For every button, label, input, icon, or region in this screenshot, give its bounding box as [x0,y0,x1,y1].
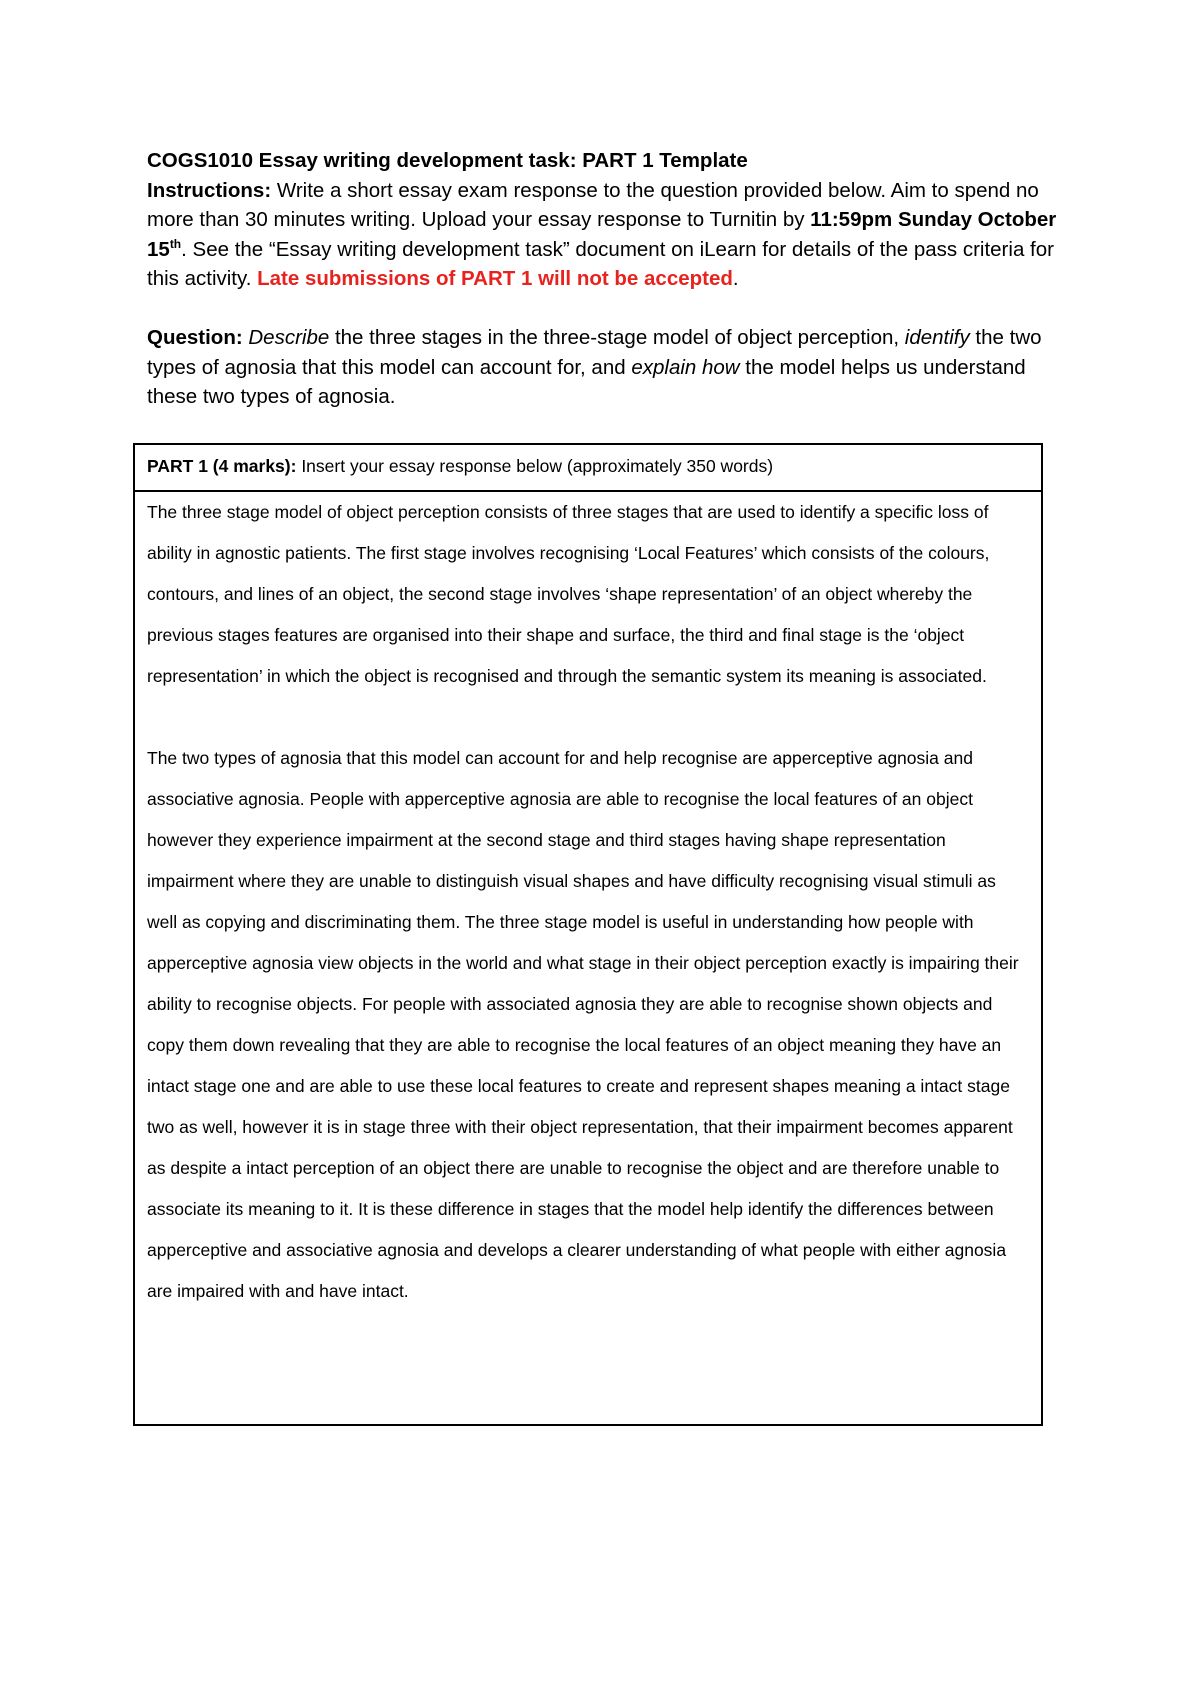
question-text-1: the three stages in the three-stage model of object perception, [329,326,905,349]
question-text-3: the model helps us understand these two types of agnosia. [147,355,1026,408]
question-paragraph [147,323,1067,412]
late-submission-notice: Late submissions of PART 1 will not be accepted [257,267,733,290]
question-text-2: the two types of agnosia that this model can account for, and [147,326,1042,379]
table-header-cell [135,445,1041,492]
question-verb-explain: explain how [631,355,740,379]
question-label: Question: [147,326,243,349]
essay-response-cell[interactable] [147,492,1027,1312]
instructions-text-1: Write a short essay exam response to the question provided below. Aim to spend no more than 30 minutes writing. Upload your essay response to Turnitin by [147,178,1039,231]
part-marks-label: PART 1 (4 marks): [147,456,297,476]
deadline-time: 11:59pm [810,208,893,231]
essay-paragraph-1: The three stage model of object perception consists of three stages that are used to identify a specific loss of ability in agnostic patients. The first stage involves recognising ‘Local Features’ which consists of the colours, contours, and lines of an object, the second stage involves ‘shape representation’ of an object whereby the previous stages features are organised into their shape and surface, the third and final stage is the ‘object representation’ in which the object is recognised and through the semantic system its meaning is associated. [147,502,990,686]
table-header-text: Insert your essay response below (approximately 350 words) [296,456,774,476]
question-verb-describe: Describe [248,326,330,349]
late-notice-period: . [732,267,739,290]
instructions-text-2: . See the “Essay writing development task” document on iLearn for details of the pass criteria for this activity. [147,237,1054,290]
instructions-label: Instructions: [147,178,272,202]
paragraph-spacer [147,294,1067,324]
essay-paragraph-gap [147,697,1027,738]
instructions-paragraph [147,176,1067,294]
header-block [147,146,1067,412]
deadline-date: Sunday October 15 [147,208,1057,261]
essay-response-table [133,443,1043,1426]
document-title: COGS1010 Essay writing development task: PART 1 Template [147,149,748,172]
essay-paragraph-2: The two types of agnosia that this model can account for and help recognise are apperceptive agnosia and associative agnosia. People with apperceptive agnosia are able to recognise the local features of an object however they experience impairment at the second stage and third stages having shape representation impairment where they are unable to distinguish visual shapes and have difficulty recognising visual stimuli as well as copying and discriminating them. The three stage model is useful in understanding how people with apperceptive agnosia view objects in the world and what stage in their object perception exactly is impairing their ability to recognise objects. For people with associated agnosia they are able to recognise shown objects and copy them down revealing that they are able to recognise the local features of an object meaning they have an intact stage one and are able to use these local features to create and represent shapes meaning a intact stage two as well, however it is in stage three with their object representation, that their impairment becomes apparent as despite a intact perception of an object there are unable to recognise the object and are therefore unable to associate its meaning to it. It is these difference in stages that the model help identify the differences between apperceptive and associative agnosia and develops a clearer understanding of what people with either agnosia are impaired with and have intact. [147,748,1019,1301]
deadline-superscript: th [169,236,182,251]
question-verb-identify: identify [904,326,970,349]
